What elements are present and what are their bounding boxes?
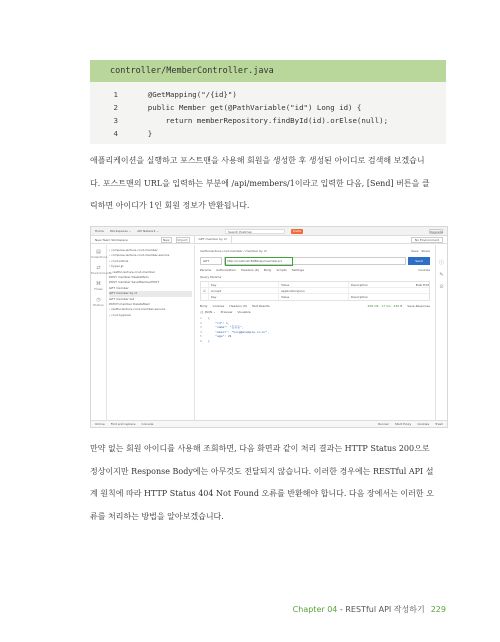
rail-label: Collections [91, 255, 108, 259]
paragraph-line: 만약 없는 회원 아이디를 사용해 조회하면, 다음 화면과 같이 처리 결과는 HTTP Status 200으로 [90, 444, 430, 453]
paragraph-line: 다. 포스트맨의 URL을 입력하는 부분에 /api/members/1이라고 입력한 다음, [Send] 버튼을 클 [90, 178, 430, 188]
request-subtab[interactable]: Authorization [216, 268, 237, 272]
import-button[interactable]: Import [177, 237, 188, 242]
new-button[interactable]: New [163, 237, 170, 242]
tree-item[interactable]: POST member SaveMemberPOST [109, 280, 160, 285]
paragraph-line: 정상이지만 Response Body에는 아무것도 전달되지 않습니다. 이러한 경우에는 RESTful API 설 [90, 466, 434, 476]
code-text: public Member get(@PathVariable("id") Long id) { [130, 103, 362, 112]
line-number: 3 [113, 116, 118, 125]
statusbar-item[interactable]: Console [141, 422, 154, 426]
tree-item[interactable]: › hyper-jp [109, 264, 124, 269]
workspace-name: New Team Workspace [95, 237, 128, 242]
param-description[interactable] [349, 294, 429, 300]
request-tab[interactable]: GET member by id [194, 236, 232, 243]
rail-item[interactable] [91, 297, 106, 313]
statusbar-item[interactable]: Cookies [417, 422, 430, 426]
edit-icon[interactable]: ✎ [439, 272, 444, 278]
postman-sidebar-rail [91, 245, 112, 420]
target-icon[interactable]: ⊙ [439, 284, 444, 290]
tree-item[interactable]: › restful-lecture-crud-member-service [109, 307, 166, 312]
rail-icon: ▤ [96, 249, 101, 255]
tree-item[interactable]: PATCH member DeleteMem [109, 302, 151, 307]
breadcrumb-text: restful-lecture-crud-member / member by id [200, 249, 267, 253]
cookies-link[interactable]: Cookies [418, 268, 430, 272]
param-checkbox[interactable] [201, 294, 209, 300]
code-text: return memberRepository.findById(id).orElse(null); [130, 116, 389, 125]
page-number: 229 [430, 605, 446, 614]
response-line-number: 2 [200, 320, 202, 325]
paragraph-line: 애플리케이션을 실행하고 포스트맨을 사용해 회원을 생성한 후 생성된 아이디로 검색해 보겠습니 [90, 156, 425, 165]
response-tab[interactable]: Headers (5) [229, 304, 248, 308]
response-line-number: 4 [200, 329, 202, 334]
rail-item[interactable] [91, 281, 106, 297]
request-panel [195, 245, 435, 420]
postman-statusbar [91, 420, 447, 427]
response-tab[interactable]: Test Results [252, 304, 270, 308]
chapter-title: - RESTful API 작성하기 [337, 605, 425, 614]
paragraph-line: 계 원칙에 따라 HTTP Status 404 Not Found 오류를 반환해야 합니다. 다음 장에서는 이러한 오 [90, 489, 434, 498]
query-params-label: Query Params [200, 275, 222, 279]
url-input[interactable] [224, 257, 406, 265]
request-subtab[interactable]: Headers (6) [241, 268, 259, 272]
rail-icon: ⇄ [96, 265, 101, 271]
tree-item[interactable]: ⌄ restful-lecture-crud-member [109, 269, 156, 274]
response-line-text: "email": "hong@example.co.kr", [208, 329, 270, 334]
response-tab[interactable]: Cookies [212, 304, 225, 308]
response-line-text: "id": 1, [208, 320, 230, 325]
nav-item[interactable]: Home [95, 229, 104, 233]
response-tool[interactable]: Visualize [237, 310, 251, 314]
response-tab[interactable]: Body [200, 304, 208, 308]
params-key-header: Key [209, 282, 279, 287]
search-input[interactable]: Search Postman [225, 229, 285, 234]
response-body [200, 316, 430, 344]
rail-label: History [93, 303, 104, 307]
statusbar-item[interactable]: Start Proxy [394, 422, 412, 426]
tree-item[interactable]: GET member list [109, 296, 135, 301]
rail-item[interactable] [91, 265, 112, 281]
params-value-header: Value [279, 282, 349, 287]
statusbar-item[interactable]: Online [95, 422, 105, 426]
param-key[interactable]: Key [209, 294, 279, 300]
collection-tree [107, 245, 195, 420]
tree-item[interactable]: POST member DeleteMem [109, 275, 149, 280]
bulk-edit-link[interactable]: Bulk Edit [415, 283, 429, 287]
response-status: 200 OK · 17 ms · 230 B [367, 304, 403, 308]
save-button[interactable]: Save [411, 249, 419, 253]
response-line-text: "age": 24 [208, 334, 232, 339]
request-tabs [200, 268, 430, 273]
rail-icon: ⌘ [96, 281, 101, 287]
response-line-number: 1 [200, 316, 202, 320]
response-tool[interactable]: Preview [220, 310, 233, 314]
environment-select[interactable]: No Environment [411, 237, 443, 243]
request-subtab[interactable]: Scripts [276, 268, 287, 272]
tree-item[interactable]: GET member by id [109, 291, 192, 296]
paragraph-1 [90, 150, 450, 218]
line-number: 2 [113, 103, 118, 112]
rail-item[interactable] [91, 249, 106, 265]
send-button[interactable]: Send [408, 257, 430, 265]
postman-nav [95, 229, 159, 233]
code-lines [90, 82, 446, 140]
response-line-text: { [208, 316, 210, 320]
response-tool[interactable]: {} JSON ⌄ [200, 310, 216, 314]
chapter-label: Chapter 04 [292, 605, 338, 614]
code-line [90, 88, 446, 101]
params-table [200, 281, 430, 301]
share-button[interactable]: Share [421, 249, 430, 253]
rail-label: Flows [94, 287, 103, 291]
nav-item[interactable]: Workspaces ⌄ [109, 229, 132, 233]
response-line-text: } [208, 338, 210, 343]
response-line-number: 5 [200, 334, 202, 339]
line-number: 1 [113, 90, 118, 99]
url-text: http://localhost:8080/api/members/1 [227, 259, 283, 263]
statusbar-item[interactable]: Runner [378, 422, 389, 426]
response-line-text: "name": "홍길동", [208, 325, 244, 330]
method-select[interactable]: GET [200, 257, 222, 265]
nav-item[interactable]: API Network ⌄ [137, 229, 159, 233]
request-subtab[interactable]: Settings [291, 268, 305, 272]
breadcrumb [200, 248, 430, 254]
info-icon[interactable]: ⓘ [438, 260, 444, 266]
save-response-button[interactable]: Save Response [407, 304, 430, 308]
workspace-bar [91, 236, 447, 244]
code-text: } [130, 129, 153, 138]
tree-item[interactable]: GET member [109, 285, 129, 290]
url-highlight-box [225, 257, 293, 266]
param-description[interactable] [349, 288, 429, 293]
code-line [90, 114, 446, 127]
response-line-number: 6 [200, 338, 202, 343]
right-toolbar [435, 245, 447, 420]
param-description-text: Description [351, 295, 369, 299]
tree-item[interactable]: › compose-lecture-crud-member [109, 248, 158, 252]
rail-label: Environments [91, 271, 112, 275]
response-line-number: 3 [200, 325, 202, 330]
rail-icon: ◷ [96, 297, 101, 303]
code-line [90, 101, 446, 114]
paragraph-2 [90, 438, 450, 528]
params-row [201, 294, 429, 300]
param-value[interactable]: Value [279, 294, 349, 300]
tree-item[interactable]: › crud-hypoxia [109, 312, 131, 317]
response-line [200, 339, 430, 344]
code-block [90, 60, 446, 144]
page-footer [293, 604, 446, 615]
statusbar-item[interactable]: Trash [435, 422, 443, 426]
postman-topbar [91, 227, 447, 236]
request-subtab[interactable]: Body [263, 268, 272, 272]
upgrade-button[interactable]: Upgrade [430, 229, 443, 234]
code-line [90, 127, 446, 140]
tree-item[interactable]: › compose-lecture-crud-member-service [109, 253, 170, 258]
code-filename: controller/MemberController.java [90, 60, 446, 82]
paragraph-line: 릭하면 아이디가 1인 회원 정보가 반환됩니다. [90, 201, 250, 210]
param-key[interactable]: Accept [209, 288, 279, 293]
params-description-header: Description [351, 283, 369, 287]
statusbar-item[interactable]: Find and replace [110, 422, 136, 426]
line-number: 4 [113, 129, 118, 138]
tree-item[interactable]: › crud-article [109, 258, 129, 263]
param-checkbox[interactable]: ☑ [201, 288, 209, 293]
param-value[interactable]: application/json [279, 288, 349, 293]
invite-button[interactable]: Invite [292, 228, 302, 233]
paragraph-line: 류를 처리하는 방법을 알아보겠습니다. [90, 511, 224, 521]
response-tools [200, 309, 430, 315]
request-row [200, 257, 430, 265]
postman-screenshot [90, 226, 448, 428]
code-text: @GetMapping("/{id}") [130, 90, 237, 99]
request-subtab[interactable]: Params [200, 268, 212, 272]
